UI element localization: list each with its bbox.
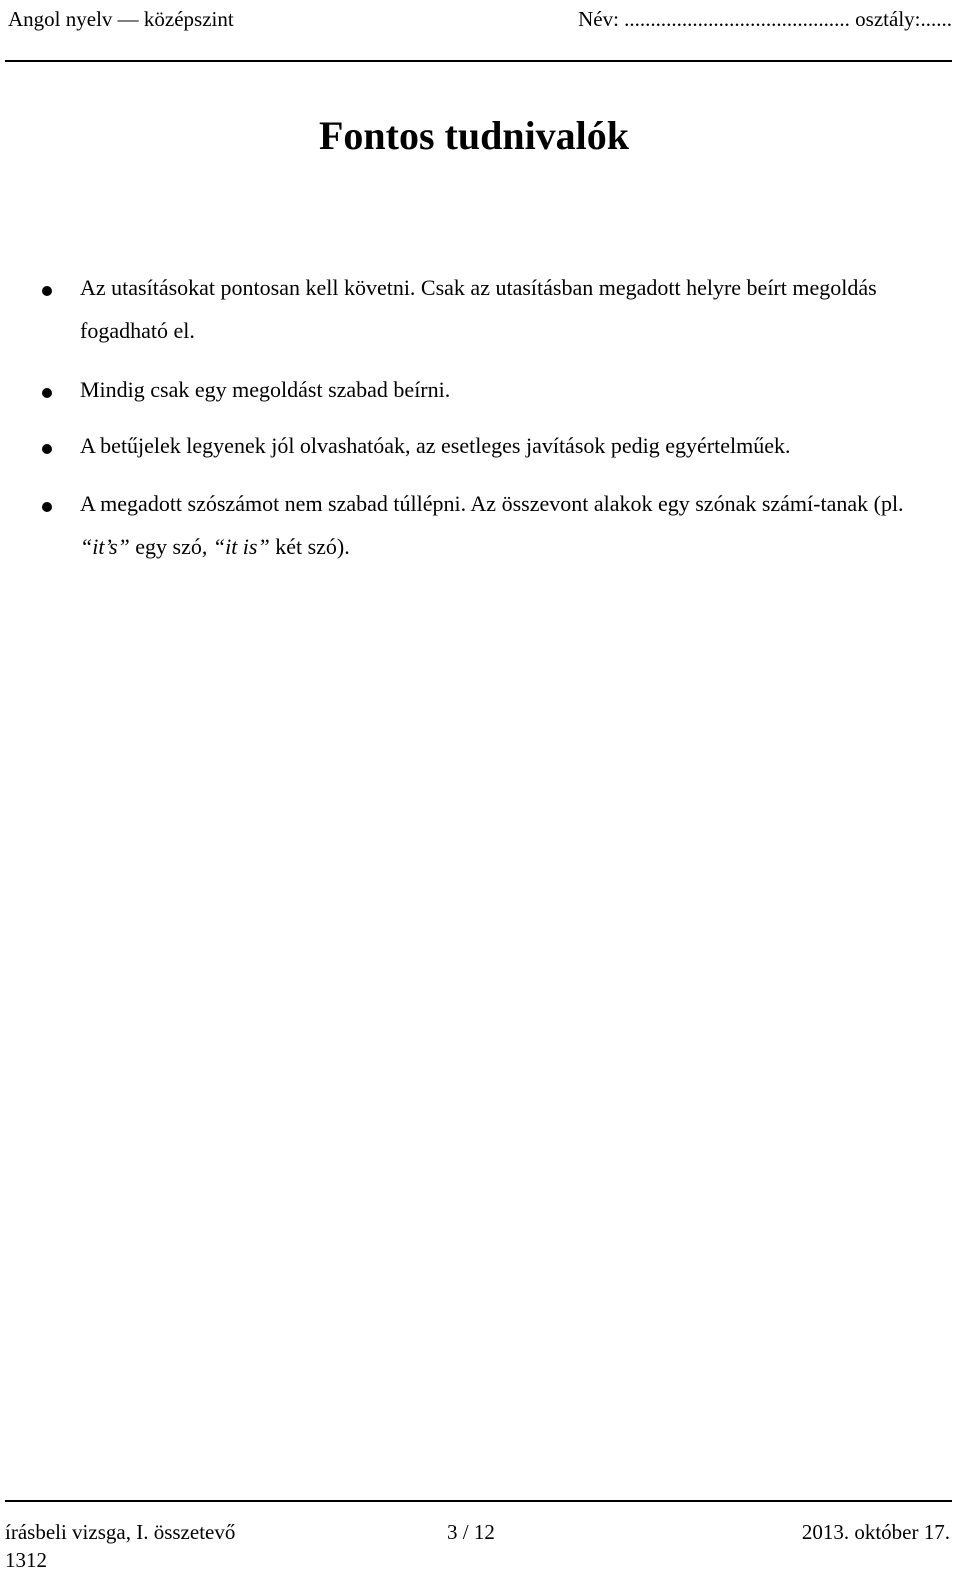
instruction-text — [80, 482, 930, 568]
page-title: Fontos tudnivalók — [318, 113, 630, 158]
subject-level: Angol nyelv — középszint — [8, 7, 234, 31]
exam-part: írásbeli vizsga, I. összetevő — [5, 1520, 236, 1544]
instruction-text-part: két szó). — [269, 534, 350, 559]
example-contraction: “it’s” — [80, 534, 130, 559]
exam-date: 2013. október 17. — [801, 1520, 950, 1544]
footer-rule — [5, 1500, 952, 1502]
instruction-text-part: egy szó, — [129, 534, 213, 559]
page-header — [8, 4, 952, 34]
instruction-text: Az utasításokat pontosan kell követni. Csak az utasításban megadott helyre beírt megoldás fogadható el. — [80, 275, 877, 343]
page-number: 3 / 12 — [447, 1520, 495, 1544]
instruction-text: Mindig csak egy megoldást szabad beírni. — [80, 377, 451, 402]
header-rule — [5, 60, 952, 62]
bullet-icon — [42, 444, 52, 454]
example-full-form: “it is” — [212, 534, 270, 559]
exam-code: 1312 — [5, 1548, 47, 1572]
bullet-icon — [42, 286, 52, 296]
student-name-class-fields: Név: ........................................... osztály:...... — [578, 7, 952, 31]
instruction-text-part: A megadott szószámot nem szabad túllépni. Az összevont alakok egy szónak számí-tanak (pl. — [80, 491, 904, 516]
instruction-text: A betűjelek legyenek jól olvashatóak, az esetleges javítások pedig egyértelműek. — [80, 433, 791, 458]
bullet-icon — [42, 388, 52, 398]
bullet-icon — [42, 502, 52, 512]
